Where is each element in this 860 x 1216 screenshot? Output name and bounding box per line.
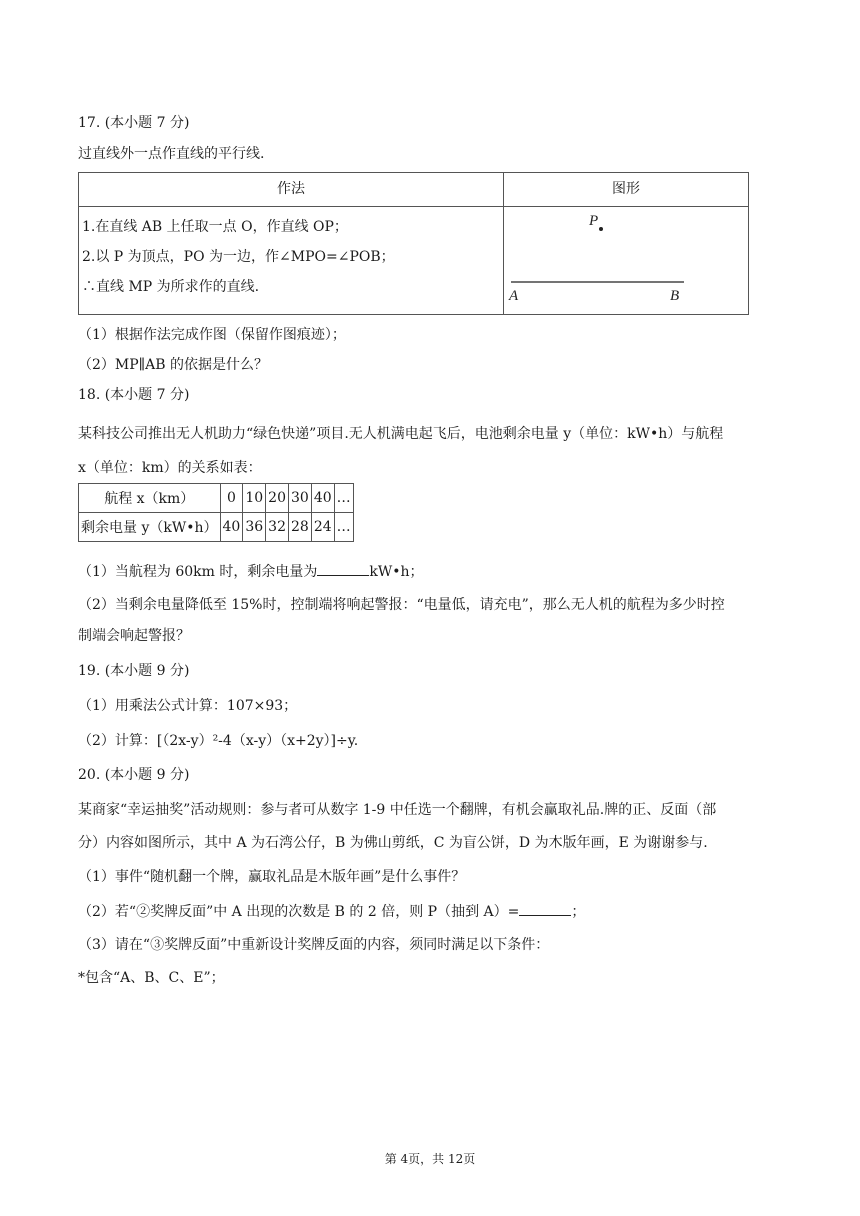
table-row bbox=[79, 513, 354, 542]
q20-part2-text: （2）若“②奖牌反面”中 A 出现的次数是 B 的 2 倍，则 P（抽到 A）= bbox=[78, 904, 520, 920]
q18-part1-unit: kW•h； bbox=[369, 564, 424, 580]
q17-intro: 过直线外一点作直线的平行线. bbox=[78, 146, 265, 162]
answer-blank bbox=[317, 561, 369, 576]
table-cell: … bbox=[334, 513, 353, 542]
q20-part1: （1）事件“随机翻一个牌，赢取礼品是木版年画”是什么事件？ bbox=[78, 869, 466, 885]
table-cell: 40 bbox=[220, 513, 243, 542]
row2-label: 剩余电量 y（kW•h） bbox=[79, 513, 221, 542]
q19-part1: （1）用乘法公式计算：107×93； bbox=[78, 698, 298, 714]
answer-blank bbox=[519, 901, 571, 916]
q18-table bbox=[78, 483, 354, 542]
q17-part1: （1）根据作法完成作图（保留作图痕迹）； bbox=[78, 327, 346, 343]
q17-figure bbox=[504, 207, 748, 314]
q20-part2-end: ； bbox=[571, 904, 586, 920]
q18-part1-text: （1）当航程为 60km 时，剩余电量为 bbox=[78, 564, 318, 580]
table-cell: 24 bbox=[311, 513, 334, 542]
table-cell: 30 bbox=[289, 484, 312, 513]
table-cell: 32 bbox=[266, 513, 289, 542]
point-b-label: B bbox=[670, 288, 680, 304]
table-cell: 20 bbox=[266, 484, 289, 513]
point-p-label: P bbox=[589, 213, 599, 229]
q17-col-method: 作法 bbox=[79, 173, 503, 207]
table-cell: 40 bbox=[311, 484, 334, 513]
q18-part2-line1: （2）当剩余电量降低至 15%时，控制端将响起警报：“电量低，请充电”，那么无人机的航程为多少时控 bbox=[78, 597, 725, 613]
table-row bbox=[79, 484, 354, 513]
point-p-dot bbox=[599, 227, 603, 231]
q18-intro-line1: 某科技公司推出无人机助力“绿色快递”项目.无人机满电起飞后，电池剩余电量 y（单位：kW•h）与航程 bbox=[78, 426, 724, 442]
table-cell: 28 bbox=[289, 513, 312, 542]
q17-step-2: 2.以 P 为顶点，PO 为一边，作∠MPO=∠POB； bbox=[82, 249, 395, 265]
q17-step-3: ∴直线 MP 为所求作的直线. bbox=[82, 279, 260, 295]
q17-col-figure: 图形 bbox=[504, 173, 748, 207]
table-cell: 10 bbox=[243, 484, 266, 513]
page-footer: 第 4页，共 12页 bbox=[384, 1152, 476, 1166]
q17-step-1: 1.在直线 AB 上任取一点 O，作直线 OP； bbox=[82, 219, 348, 235]
q17-table bbox=[78, 172, 749, 315]
q17-part2: （2）MP∥AB 的依据是什么？ bbox=[78, 357, 268, 373]
q20-part3: （3）请在“③奖牌反面”中重新设计奖牌反面的内容，须同时满足以下条件： bbox=[78, 937, 550, 953]
table-cell: 0 bbox=[220, 484, 243, 513]
q19-header: 19. (本小题 9 分) bbox=[78, 663, 190, 679]
q20-intro-line2: 分）内容如图所示，其中 A 为石湾公仔，B 为佛山剪纸，C 为盲公饼，D 为木版年画，E 为谢谢参与. bbox=[78, 835, 708, 851]
q20-intro-line1: 某商家“幸运抽奖”活动规则：参与者可从数字 1-9 中任选一个翻牌，有机会赢取礼品.牌的正、反面（部 bbox=[78, 802, 717, 818]
q20-condition1: *包含“A、B、C、E”； bbox=[78, 970, 225, 986]
row1-label: 航程 x（km） bbox=[79, 484, 221, 513]
point-a-label: A bbox=[509, 288, 519, 304]
table-cell: 36 bbox=[243, 513, 266, 542]
q18-part2-line2: 制端会响起警报？ bbox=[78, 628, 190, 644]
q19-part2: （2）计算：[（2x-y）²-4（x-y）（x+2y）]÷y. bbox=[78, 733, 359, 749]
q20-part2 bbox=[78, 901, 585, 922]
q20-header: 20. (本小题 9 分) bbox=[78, 767, 190, 783]
table-cell: … bbox=[334, 484, 353, 513]
q18-header: 18. (本小题 7 分) bbox=[78, 387, 190, 403]
q18-intro-line2: x（单位：km）的关系如表： bbox=[78, 460, 262, 476]
q17-header: 17. (本小题 7 分) bbox=[78, 115, 190, 131]
q18-part1 bbox=[78, 561, 424, 582]
